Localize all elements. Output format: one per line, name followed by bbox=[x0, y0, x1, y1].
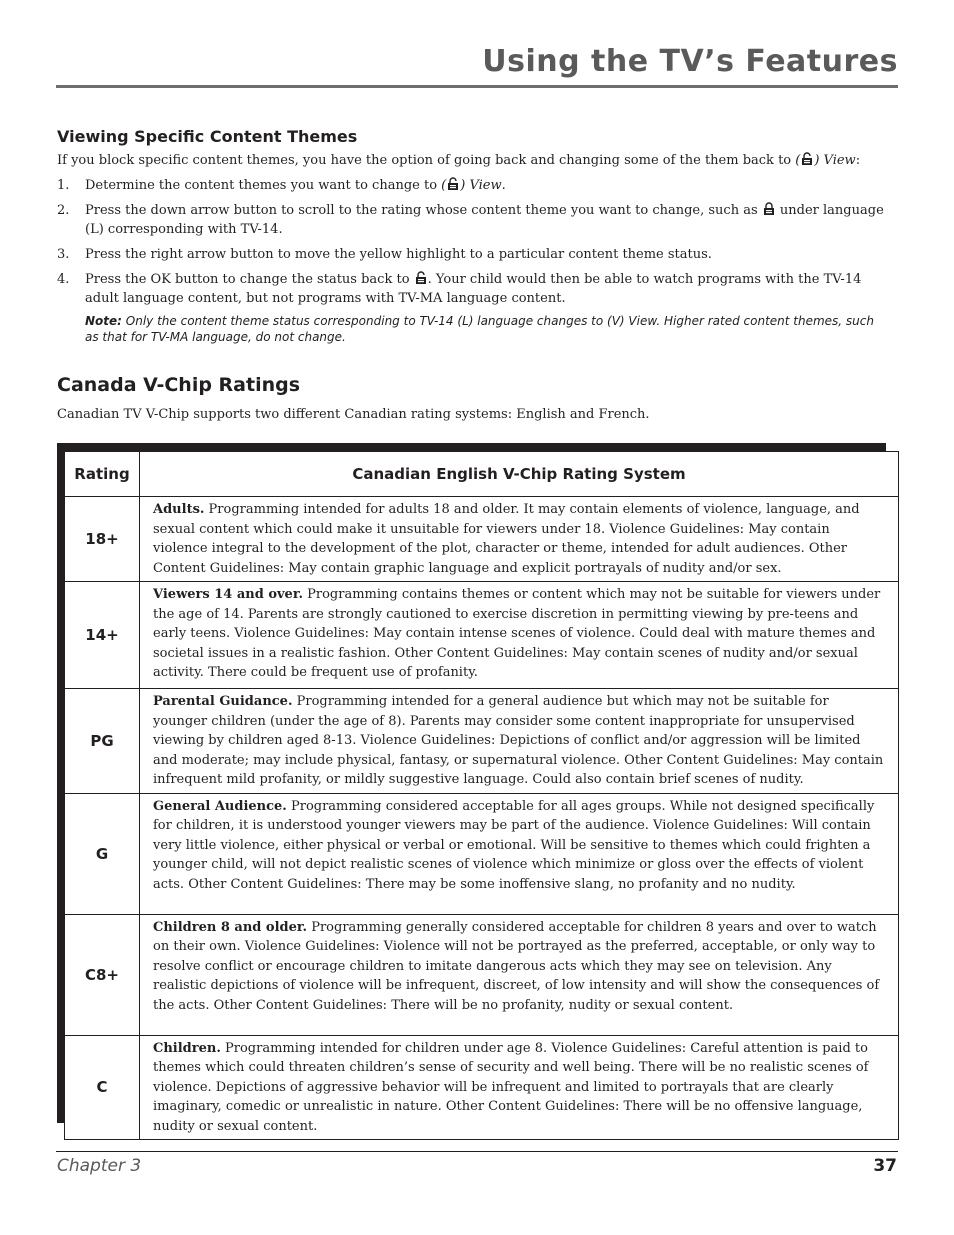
table-row bbox=[65, 793, 899, 914]
table-shadow bbox=[57, 443, 886, 451]
step-2 bbox=[57, 201, 898, 239]
step-text: Press the OK button to change the status back to bbox=[85, 272, 414, 287]
header-rule bbox=[56, 85, 898, 88]
rating-title: General Audience. bbox=[153, 798, 287, 814]
note-label: Note: bbox=[85, 314, 122, 328]
intro-view-label: ) View bbox=[814, 153, 856, 168]
rating-description bbox=[140, 582, 899, 689]
rating-table bbox=[64, 451, 899, 1140]
column-header-system: Canadian English V-Chip Rating System bbox=[140, 452, 899, 497]
table-header-row bbox=[65, 452, 899, 497]
rating-text: Programming intended for children under age 8. Violence Guidelines: Careful attention is paid to themes which could threaten children’s sense of security and well being. There will be no realistic scenes of violence. Depictions of aggressive behavior will be infrequent and limited to portrayals that are clearly imaginary, comedic or unrealistic in nature. Other Content Guidelines: There will be no offensive language, nudity or sexual content. bbox=[153, 1040, 869, 1134]
rating-title: Viewers 14 and over. bbox=[153, 587, 304, 602]
step-number: 2. bbox=[57, 203, 70, 218]
intro-open-paren: ( bbox=[795, 153, 801, 168]
rating-code: G bbox=[65, 793, 140, 914]
section-heading-content-themes: Viewing Specific Content Themes bbox=[57, 127, 358, 146]
footer-chapter: Chapter 3 bbox=[57, 1156, 142, 1176]
rating-title: Adults. bbox=[153, 502, 205, 517]
step-period: . bbox=[501, 178, 506, 193]
note-text: Only the content theme status corresponding to TV-14 (L) language changes to (V) View. Higher rated content themes, such as that for TV-MA language, do not change. bbox=[85, 314, 874, 344]
section-heading-canada: Canada V-Chip Ratings bbox=[57, 374, 301, 396]
rating-description bbox=[140, 914, 899, 1035]
rating-code: 18+ bbox=[65, 497, 140, 582]
table-row bbox=[65, 914, 899, 1035]
step-text: Press the down arrow button to scroll to the rating whose content theme you want to change, such as bbox=[85, 203, 762, 218]
rating-title: Parental Guidance. bbox=[153, 694, 293, 709]
table-row bbox=[65, 582, 899, 689]
section-intro bbox=[57, 151, 898, 170]
unlocked-view-icon bbox=[447, 177, 459, 191]
footer-rule bbox=[56, 1151, 898, 1152]
step-4 bbox=[57, 270, 898, 308]
step-number: 3. bbox=[57, 247, 70, 262]
step-3 bbox=[57, 245, 898, 264]
rating-title: Children 8 and older. bbox=[153, 919, 308, 935]
unlocked-view-icon bbox=[801, 152, 813, 166]
step-number: 1. bbox=[57, 178, 70, 193]
rating-code: PG bbox=[65, 689, 140, 794]
column-header-rating: Rating bbox=[65, 452, 140, 497]
step-text: Press the right arrow button to move the yellow highlight to a particular content theme status. bbox=[85, 247, 712, 262]
rating-description bbox=[140, 1035, 899, 1140]
intro-text: If you block specific content themes, you have the option of going back and changing some of the them back to bbox=[57, 153, 796, 168]
note bbox=[85, 313, 874, 345]
rating-code: C8+ bbox=[65, 914, 140, 1035]
rating-code: 14+ bbox=[65, 582, 140, 689]
rating-text: Programming contains themes or content which may not be suitable for viewers under the age of 14. Parents are strongly cautioned to exercise discretion in permitting viewing by pre-teens and early teens. Violence Guidelines: May contain intense scenes of violence. Could deal with mature themes and societal issues in a realistic fashion. Other Content Guidelines: May contain scenes of nudity and/or sexual activity. There could be frequent use of profanity. bbox=[153, 587, 881, 680]
table-row bbox=[65, 497, 899, 582]
locked-block-icon bbox=[763, 202, 775, 216]
table-row bbox=[65, 689, 899, 794]
rating-text: Programming considered acceptable for all ages groups. While not designed specifically for children, it is understood younger viewers may be part of the audience. Violence Guidelines: Will contain very little violence, either physical or verbal or emotional. Will be sensitive to themes which could frighten a younger child, will not depict realistic scenes of violence which minimize or gloss over the effects of violent acts. Other Content Guidelines: There may be some inoffensive slang, no profanity and no nudity. bbox=[153, 798, 875, 892]
rating-text: Programming intended for a general audience but which may not be suitable for younger children (under the age of 8). Parents may consider some content inappropriate for unsupervised viewing by children aged 8-13. Violence Guidelines: Depictions of conflict and/or aggression will be limited and moderate; may include physical, fantasy, or supernatural violence. Other Content Guidelines: May contain infrequent mild profanity, or mildly suggestive language. Could also contain brief scenes of nudity. bbox=[153, 694, 884, 787]
rating-title: Children. bbox=[153, 1040, 221, 1056]
table-row bbox=[65, 1035, 899, 1140]
step-text: Determine the content themes you want to change to bbox=[85, 178, 442, 193]
rating-text: Programming generally considered acceptable for children 8 years and over to watch on their own. Violence Guidelines: Violence will not be portrayed as the preferred, acceptable, or only way to resolve conflict or encourage children to imitate dangerous acts which they may see on television. Any realistic depictions of violence will be infrequent, discreet, of low intensity and will show the consequences of the acts. Other Content Guidelines: There will be no profanity, nudity or sexual content. bbox=[153, 919, 880, 1013]
rating-description bbox=[140, 497, 899, 582]
rating-code: C bbox=[65, 1035, 140, 1140]
step-text-cont: under language (L) corresponding with TV-14. bbox=[85, 203, 884, 237]
step-text-cont: . Your child would then be able to watch programs with the TV-14 adult language content, but not programs with TV-MA language content. bbox=[85, 272, 862, 306]
step-view-label: ) View bbox=[460, 178, 502, 193]
step-open-paren: ( bbox=[441, 178, 447, 193]
intro-colon: : bbox=[855, 153, 861, 168]
canada-intro: Canadian TV V-Chip supports two different Canadian rating systems: English and French. bbox=[57, 407, 650, 422]
rating-description bbox=[140, 689, 899, 794]
step-number: 4. bbox=[57, 272, 70, 287]
step-1 bbox=[57, 176, 898, 195]
page-number: 37 bbox=[873, 1156, 897, 1176]
rating-text: Programming intended for adults 18 and older. It may contain elements of violence, language, and sexual content which could make it unsuitable for viewers under 18. Violence Guidelines: May contain violence integral to the development of the plot, character or theme, intended for adult audiences. Other Content Guidelines: May contain graphic language and explicit portrayals of nudity and/or sex. bbox=[153, 502, 860, 576]
rating-description bbox=[140, 793, 899, 914]
unlocked-view-icon bbox=[415, 271, 427, 285]
page-title: Using the TV’s Features bbox=[482, 44, 898, 79]
